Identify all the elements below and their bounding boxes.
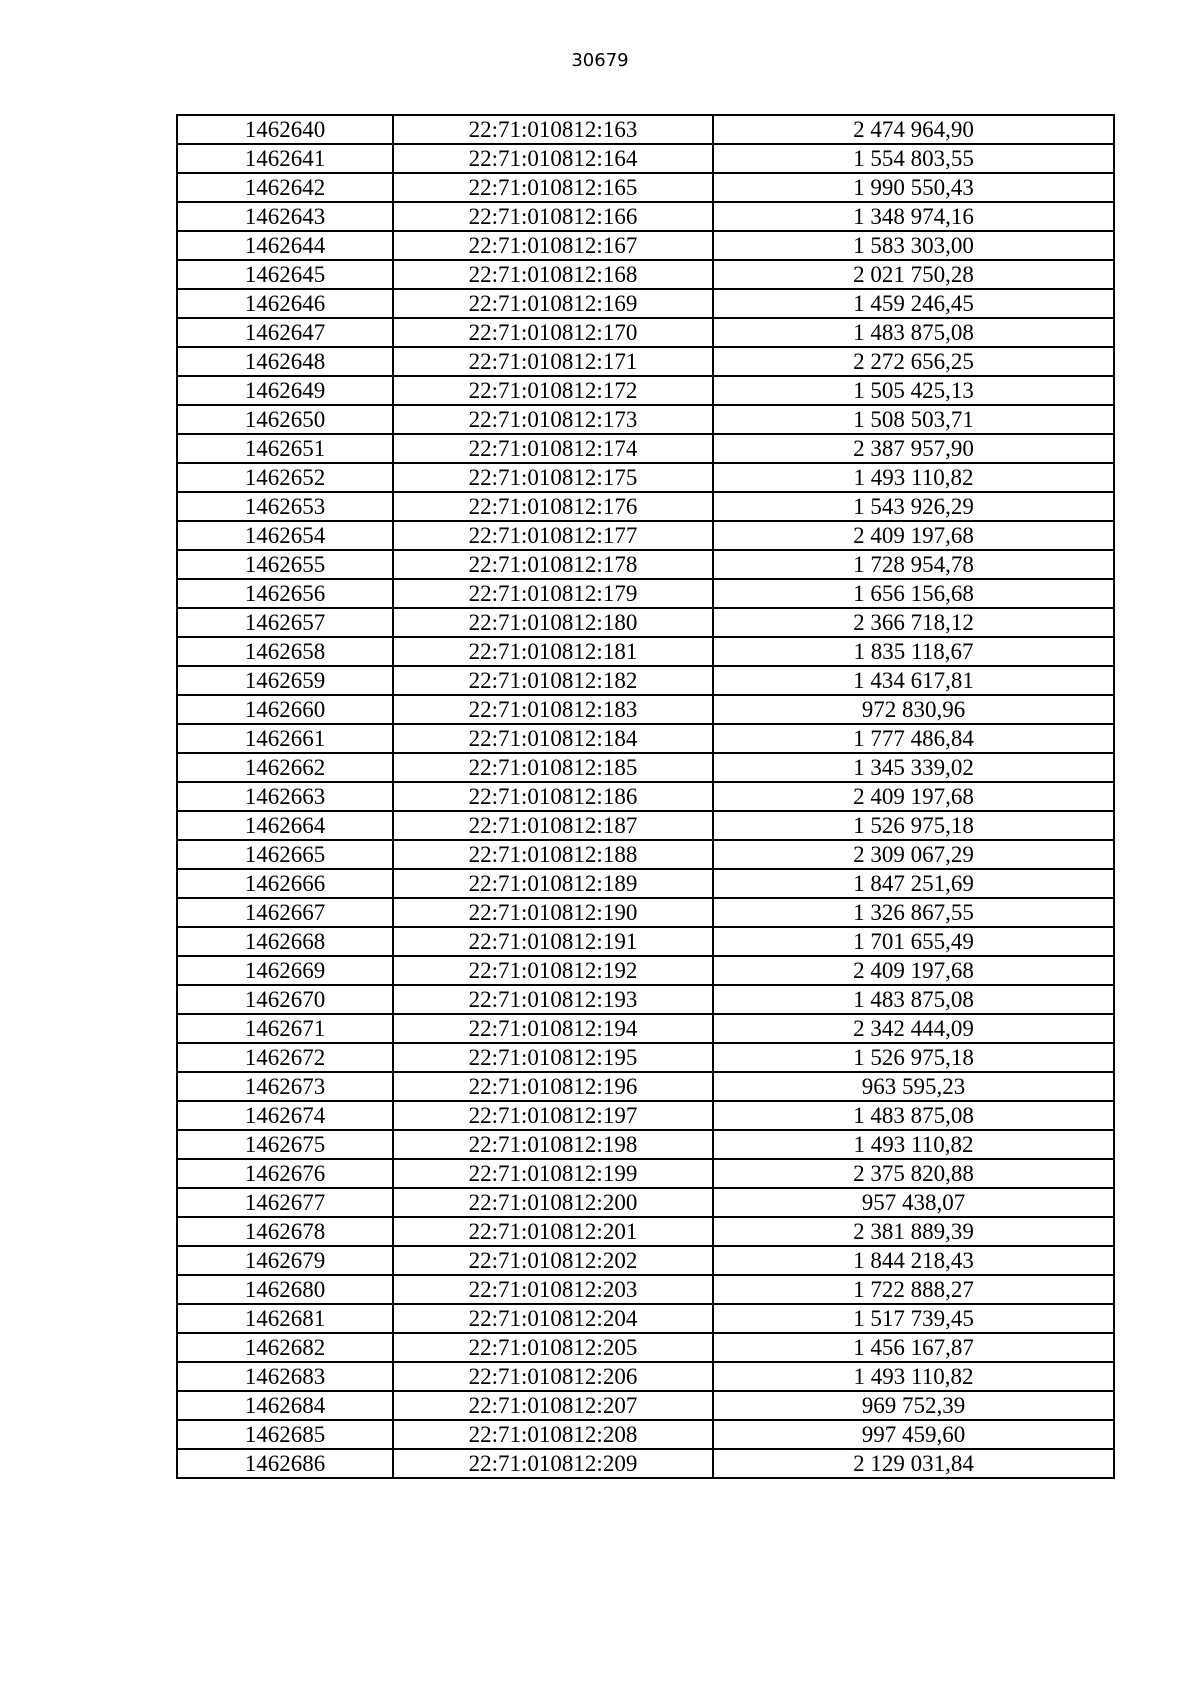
table-row (177, 492, 1114, 521)
value-cell: 1 493 110,82 (713, 1362, 1114, 1391)
table-row (177, 405, 1114, 434)
cadastral-number-cell: 22:71:010812:202 (393, 1246, 713, 1275)
row-number-cell: 1462673 (177, 1072, 393, 1101)
cadastral-number-cell: 22:71:010812:197 (393, 1101, 713, 1130)
value-cell: 1 526 975,18 (713, 811, 1114, 840)
table-row (177, 318, 1114, 347)
value-cell: 1 483 875,08 (713, 318, 1114, 347)
cadastral-number-cell: 22:71:010812:187 (393, 811, 713, 840)
table-row (177, 579, 1114, 608)
cadastral-number-cell: 22:71:010812:190 (393, 898, 713, 927)
data-table (176, 114, 1115, 1479)
table-row (177, 1246, 1114, 1275)
row-number-cell: 1462683 (177, 1362, 393, 1391)
cadastral-number-cell: 22:71:010812:209 (393, 1449, 713, 1478)
row-number-cell: 1462646 (177, 289, 393, 318)
table-row (177, 753, 1114, 782)
page-number: 30679 (571, 50, 629, 71)
cadastral-number-cell: 22:71:010812:172 (393, 376, 713, 405)
value-cell: 2 409 197,68 (713, 956, 1114, 985)
value-cell: 1 434 617,81 (713, 666, 1114, 695)
table-row (177, 521, 1114, 550)
table-row (177, 782, 1114, 811)
row-number-cell: 1462647 (177, 318, 393, 347)
cadastral-number-cell: 22:71:010812:183 (393, 695, 713, 724)
table-row (177, 1362, 1114, 1391)
value-cell: 1 505 425,13 (713, 376, 1114, 405)
row-number-cell: 1462648 (177, 347, 393, 376)
table-row (177, 608, 1114, 637)
value-cell: 2 272 656,25 (713, 347, 1114, 376)
table-row (177, 173, 1114, 202)
row-number-cell: 1462651 (177, 434, 393, 463)
value-cell: 2 021 750,28 (713, 260, 1114, 289)
table-row (177, 1043, 1114, 1072)
cadastral-number-cell: 22:71:010812:164 (393, 144, 713, 173)
table-body (177, 115, 1114, 1478)
cadastral-number-cell: 22:71:010812:186 (393, 782, 713, 811)
row-number-cell: 1462670 (177, 985, 393, 1014)
row-number-cell: 1462667 (177, 898, 393, 927)
row-number-cell: 1462669 (177, 956, 393, 985)
value-cell: 1 517 739,45 (713, 1304, 1114, 1333)
cadastral-number-cell: 22:71:010812:175 (393, 463, 713, 492)
value-cell: 957 438,07 (713, 1188, 1114, 1217)
table-row (177, 115, 1114, 144)
row-number-cell: 1462656 (177, 579, 393, 608)
cadastral-number-cell: 22:71:010812:189 (393, 869, 713, 898)
cadastral-number-cell: 22:71:010812:188 (393, 840, 713, 869)
cadastral-number-cell: 22:71:010812:199 (393, 1159, 713, 1188)
table-row (177, 260, 1114, 289)
table-row (177, 1391, 1114, 1420)
table-row (177, 550, 1114, 579)
row-number-cell: 1462642 (177, 173, 393, 202)
cadastral-number-cell: 22:71:010812:201 (393, 1217, 713, 1246)
row-number-cell: 1462666 (177, 869, 393, 898)
row-number-cell: 1462672 (177, 1043, 393, 1072)
table-row (177, 898, 1114, 927)
table-row (177, 811, 1114, 840)
value-cell: 1 493 110,82 (713, 1130, 1114, 1159)
row-number-cell: 1462649 (177, 376, 393, 405)
table-row (177, 1449, 1114, 1478)
table-row (177, 1101, 1114, 1130)
table-row (177, 434, 1114, 463)
cadastral-number-cell: 22:71:010812:191 (393, 927, 713, 956)
table-row (177, 289, 1114, 318)
cadastral-number-cell: 22:71:010812:193 (393, 985, 713, 1014)
table-row (177, 1420, 1114, 1449)
table-row (177, 202, 1114, 231)
value-cell: 1 493 110,82 (713, 463, 1114, 492)
cadastral-number-cell: 22:71:010812:178 (393, 550, 713, 579)
value-cell: 1 508 503,71 (713, 405, 1114, 434)
row-number-cell: 1462664 (177, 811, 393, 840)
value-cell: 2 409 197,68 (713, 782, 1114, 811)
row-number-cell: 1462685 (177, 1420, 393, 1449)
cadastral-number-cell: 22:71:010812:166 (393, 202, 713, 231)
cadastral-number-cell: 22:71:010812:173 (393, 405, 713, 434)
row-number-cell: 1462652 (177, 463, 393, 492)
row-number-cell: 1462674 (177, 1101, 393, 1130)
cadastral-number-cell: 22:71:010812:167 (393, 231, 713, 260)
row-number-cell: 1462679 (177, 1246, 393, 1275)
row-number-cell: 1462678 (177, 1217, 393, 1246)
row-number-cell: 1462644 (177, 231, 393, 260)
row-number-cell: 1462641 (177, 144, 393, 173)
row-number-cell: 1462650 (177, 405, 393, 434)
value-cell: 2 375 820,88 (713, 1159, 1114, 1188)
row-number-cell: 1462654 (177, 521, 393, 550)
cadastral-number-cell: 22:71:010812:169 (393, 289, 713, 318)
value-cell: 1 722 888,27 (713, 1275, 1114, 1304)
value-cell: 1 583 303,00 (713, 231, 1114, 260)
row-number-cell: 1462686 (177, 1449, 393, 1478)
cadastral-number-cell: 22:71:010812:165 (393, 173, 713, 202)
table-row (177, 1159, 1114, 1188)
value-cell: 1 348 974,16 (713, 202, 1114, 231)
row-number-cell: 1462659 (177, 666, 393, 695)
value-cell: 1 483 875,08 (713, 1101, 1114, 1130)
cadastral-number-cell: 22:71:010812:180 (393, 608, 713, 637)
table-row (177, 463, 1114, 492)
value-cell: 1 483 875,08 (713, 985, 1114, 1014)
table-row (177, 695, 1114, 724)
value-cell: 1 835 118,67 (713, 637, 1114, 666)
cadastral-number-cell: 22:71:010812:168 (393, 260, 713, 289)
row-number-cell: 1462645 (177, 260, 393, 289)
value-cell: 1 554 803,55 (713, 144, 1114, 173)
row-number-cell: 1462681 (177, 1304, 393, 1333)
cadastral-number-cell: 22:71:010812:200 (393, 1188, 713, 1217)
value-cell: 1 526 975,18 (713, 1043, 1114, 1072)
cadastral-number-cell: 22:71:010812:196 (393, 1072, 713, 1101)
value-cell: 1 844 218,43 (713, 1246, 1114, 1275)
value-cell: 1 543 926,29 (713, 492, 1114, 521)
table-row (177, 666, 1114, 695)
cadastral-number-cell: 22:71:010812:208 (393, 1420, 713, 1449)
table-row (177, 1014, 1114, 1043)
row-number-cell: 1462684 (177, 1391, 393, 1420)
cadastral-number-cell: 22:71:010812:177 (393, 521, 713, 550)
cadastral-number-cell: 22:71:010812:181 (393, 637, 713, 666)
value-cell: 1 345 339,02 (713, 753, 1114, 782)
value-cell: 1 701 655,49 (713, 927, 1114, 956)
cadastral-number-cell: 22:71:010812:198 (393, 1130, 713, 1159)
row-number-cell: 1462671 (177, 1014, 393, 1043)
table-row (177, 927, 1114, 956)
value-cell: 969 752,39 (713, 1391, 1114, 1420)
row-number-cell: 1462663 (177, 782, 393, 811)
table-row (177, 724, 1114, 753)
table-row (177, 985, 1114, 1014)
row-number-cell: 1462680 (177, 1275, 393, 1304)
row-number-cell: 1462677 (177, 1188, 393, 1217)
row-number-cell: 1462665 (177, 840, 393, 869)
table-row (177, 1130, 1114, 1159)
row-number-cell: 1462653 (177, 492, 393, 521)
cadastral-number-cell: 22:71:010812:203 (393, 1275, 713, 1304)
value-cell: 2 387 957,90 (713, 434, 1114, 463)
table-row (177, 637, 1114, 666)
cadastral-number-cell: 22:71:010812:170 (393, 318, 713, 347)
value-cell: 2 381 889,39 (713, 1217, 1114, 1246)
value-cell: 2 129 031,84 (713, 1449, 1114, 1478)
cadastral-number-cell: 22:71:010812:179 (393, 579, 713, 608)
value-cell: 1 777 486,84 (713, 724, 1114, 753)
row-number-cell: 1462676 (177, 1159, 393, 1188)
table-row (177, 1333, 1114, 1362)
cadastral-number-cell: 22:71:010812:184 (393, 724, 713, 753)
table-row (177, 231, 1114, 260)
value-cell: 2 309 067,29 (713, 840, 1114, 869)
row-number-cell: 1462658 (177, 637, 393, 666)
value-cell: 1 990 550,43 (713, 173, 1114, 202)
cadastral-number-cell: 22:71:010812:171 (393, 347, 713, 376)
table-row (177, 347, 1114, 376)
cadastral-number-cell: 22:71:010812:194 (393, 1014, 713, 1043)
row-number-cell: 1462660 (177, 695, 393, 724)
value-cell: 2 366 718,12 (713, 608, 1114, 637)
row-number-cell: 1462657 (177, 608, 393, 637)
value-cell: 972 830,96 (713, 695, 1114, 724)
cadastral-number-cell: 22:71:010812:195 (393, 1043, 713, 1072)
row-number-cell: 1462661 (177, 724, 393, 753)
table-row (177, 840, 1114, 869)
cadastral-number-cell: 22:71:010812:207 (393, 1391, 713, 1420)
cadastral-number-cell: 22:71:010812:174 (393, 434, 713, 463)
value-cell: 1 326 867,55 (713, 898, 1114, 927)
table-row (177, 1072, 1114, 1101)
value-cell: 997 459,60 (713, 1420, 1114, 1449)
cadastral-number-cell: 22:71:010812:206 (393, 1362, 713, 1391)
value-cell: 2 409 197,68 (713, 521, 1114, 550)
value-cell: 1 459 246,45 (713, 289, 1114, 318)
row-number-cell: 1462682 (177, 1333, 393, 1362)
table-row (177, 956, 1114, 985)
cadastral-number-cell: 22:71:010812:185 (393, 753, 713, 782)
value-cell: 2 474 964,90 (713, 115, 1114, 144)
value-cell: 1 847 251,69 (713, 869, 1114, 898)
row-number-cell: 1462640 (177, 115, 393, 144)
cadastral-number-cell: 22:71:010812:176 (393, 492, 713, 521)
value-cell: 1 656 156,68 (713, 579, 1114, 608)
row-number-cell: 1462655 (177, 550, 393, 579)
value-cell: 2 342 444,09 (713, 1014, 1114, 1043)
row-number-cell: 1462662 (177, 753, 393, 782)
cadastral-number-cell: 22:71:010812:205 (393, 1333, 713, 1362)
cadastral-number-cell: 22:71:010812:182 (393, 666, 713, 695)
table-row (177, 869, 1114, 898)
row-number-cell: 1462675 (177, 1130, 393, 1159)
cadastral-number-cell: 22:71:010812:163 (393, 115, 713, 144)
value-cell: 1 728 954,78 (713, 550, 1114, 579)
row-number-cell: 1462668 (177, 927, 393, 956)
table-row (177, 1304, 1114, 1333)
table-row (177, 1275, 1114, 1304)
table-row (177, 1188, 1114, 1217)
value-cell: 963 595,23 (713, 1072, 1114, 1101)
table-row (177, 1217, 1114, 1246)
value-cell: 1 456 167,87 (713, 1333, 1114, 1362)
cadastral-number-cell: 22:71:010812:204 (393, 1304, 713, 1333)
table-row (177, 144, 1114, 173)
cadastral-number-cell: 22:71:010812:192 (393, 956, 713, 985)
row-number-cell: 1462643 (177, 202, 393, 231)
table-row (177, 376, 1114, 405)
